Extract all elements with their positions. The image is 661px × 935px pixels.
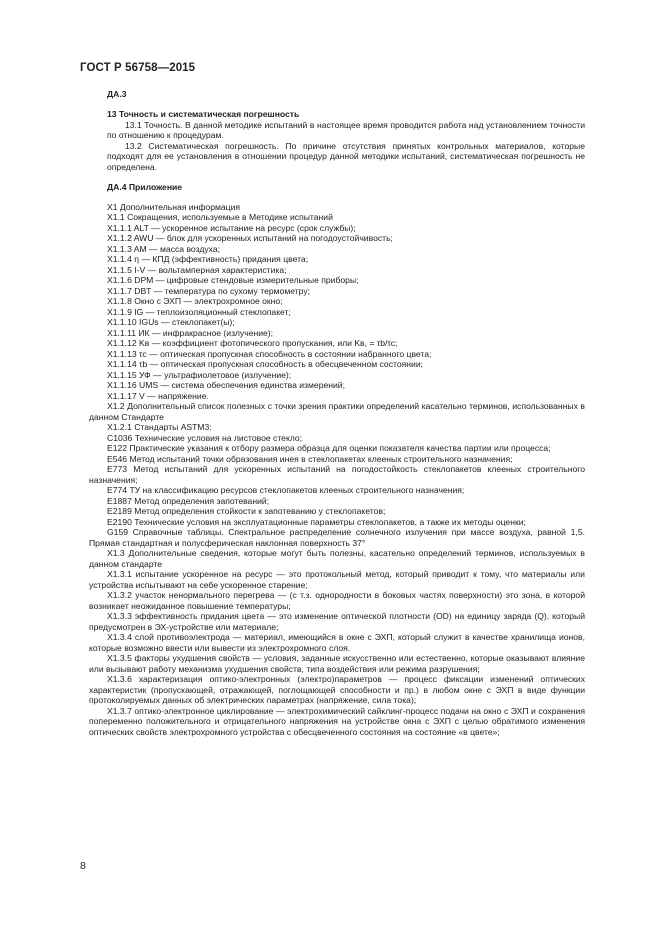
section-13-heading: 13 Точность и систематическая погрешность [107,109,300,119]
standard-item: E546 Метод испытаний точки образования инея в стеклопакетах клееных строительного назначения; [107,453,513,464]
abbrev-item: X1.1.11 ИК — инфракрасное (излучение); [107,327,274,338]
abbrev-item: X1.1.5 I-V — вольтамперная характеристика; [107,264,287,275]
section-da3-label: ДА.3 [107,89,127,99]
standard-item: E773 Метод испытаний для ускоренных испытаний на погодостойкость стеклопакетов клееных строительного назначения; [89,464,585,485]
standard-item: E2189 Метод определения стойкости к запотеванию у стеклопакетов; [107,506,386,516]
x1-2-paragraph: X1.2 Дополнительный список полезных с точки зрения практики определений касательно терминов, использованных в данном Стандарте [89,401,585,422]
definition-item: X1.3.4 слой противоэлектрода — материал, имеющийся в окне с ЭХП, который служит в качестве хранилища ионов, которые возможно ввести или вывести из электрохромного слоя. [89,632,585,653]
section-da4-heading: ДА.4 Приложение [107,182,183,192]
abbrev-item: X1.1.3 AM — масса воздуха; [107,243,221,254]
standard-item: E2190 Технические условия на эксплуатационные параметры стеклопакетов, а также их методы оценки; [107,516,526,527]
abbrev-item: X1.1.9 IG — теплоизоляционный стеклопакет; [107,306,291,317]
abbrev-item: X1.1.2 AWU — блок для ускоренных испытаний на погодоустойчивость; [107,233,393,243]
standard-item: E1887 Метод определения запотеваний; [107,495,270,506]
standard-header: ГОСТ Р 56758—2015 [80,62,196,74]
abbrev-item: X1.1.17 V — напряжение. [107,390,209,401]
abbrev-item: X1.1.13 τc — оптическая пропускная способность в состоянии набранного цвета; [107,348,432,359]
standard-item: E774 ТУ на классификацию ресурсов стеклопакетов клееных строительного назначения; [107,485,465,495]
abbrev-item: X1.1.6 DPM — цифровые стендовые измерительные приборы; [107,275,359,285]
x1-title: X1 Дополнительная информация [107,201,241,212]
abbrev-item: X1.1.8 Окно с ЭХП — электрохромное окно; [107,296,283,306]
abbrev-item: X1.1.7 DBT — температура по сухому термометру; [107,285,311,296]
definition-item: X1.3.1 испытание ускоренное на ресурс — это протокольный метод, который приводит к тому, что материалы или устройства испытывают на себе ускоренное старение; [89,569,585,590]
abbrev-item: X1.1.4 η — КПД (эффективность) придания цвета; [107,254,309,264]
page-number: 8 [80,860,86,872]
definition-item: X1.3.3 эффективность придания цвета — это изменение оптической плотности (OD) на единицу заряда (Q), который предусмотрен в ЭХ-устройстве или материале; [89,611,585,632]
abbrev-item: X1.1.1 ALT — ускоренное испытание на ресурс (срок службы); [107,222,356,233]
abbrev-item: X1.1.10 IGUs — стеклопакет(ы); [107,317,235,327]
abbrev-item: X1.1.15 УФ — ультрафиолетовое (излучение); [107,369,292,380]
abbrev-item: X1.1.14 τb — оптическая пропускная способность в обесцвеченном состоянии; [107,359,424,369]
x1-2-1-title: X1.2.1 Стандарты ASTM3: [107,422,212,432]
definition-item: X1.3.6 характеризация оптико-электронных (электро)параметров — процесс фиксации изменений оптических характеристик (пропускающей, отражающей, поглощающей способности и пр.) в любом окне с ЭХП в виде функции протоколируемых данных об электрических параметрах (напряжение, сила тока); [89,674,585,705]
document-body [89,109,585,737]
paragraph-13-1: 13.1 Точность. В данной методике испытаний в настоящее время проводится работа над установлением точности по отношению к процедурам. [107,119,585,140]
definition-item: X1.3.5 факторы ухудшения свойств — условия, заданные искусственно или естественно, которые оказывают влияние или вызывают работу механизма ухудшения свойств, типа воздействия или режима разрушения; [89,653,585,674]
standard-item: C1036 Технические условия на листовое стекло; [107,432,303,443]
paragraph-13-2: 13.2 Систематическая погрешность. По причине отсутствия принятых контрольных материалов, которые подходят для ее установления в отношении процедур данной методики испытаний, систематическая погрешность не определена. [107,140,585,172]
definition-item: X1.3.7 оптико-электронное циклирование — электрохимический сайклинг-процесс подачи на окно с ЭХП и сохранения попеременно положительного и отрицательного напряжения на устройстве окна с ЭХП с целью обратимого изменения оптических свойств электрохромного устройства с обесцвеченного состояния на состояние «в цвете»; [89,705,585,737]
abbrev-item: X1.1.12 Kв — коэффициент фотопического пропускания, или Kв, = τb/τc; [107,338,398,348]
abbrev-item: X1.1.16 UMS — система обеспечения единства измерений; [107,380,345,390]
x1-3-paragraph: X1.3 Дополнительные сведения, которые могут быть полезны, касательно определений терминов, используемых в данном стандарте [89,548,585,569]
definition-item: X1.3.2 участок ненормального перегрева — (с т.з. однородности в боковых частях поверхности) это зона, в которой возникает неожиданное повышение температуры; [89,590,585,611]
standard-item: E122 Практические указания к отбору размера образца для оценки показателя качества партии или процесса; [107,443,551,453]
x1-1-title: X1.1 Сокращения, используемые в Методике испытаний [107,212,333,222]
standard-item: G159 Справочные таблицы. Спектральное распределение солнечного излучения при массе воздуха, равной 1,5. Прямая стандартная и полусферическая наклонная поверхность 37° [89,527,585,548]
